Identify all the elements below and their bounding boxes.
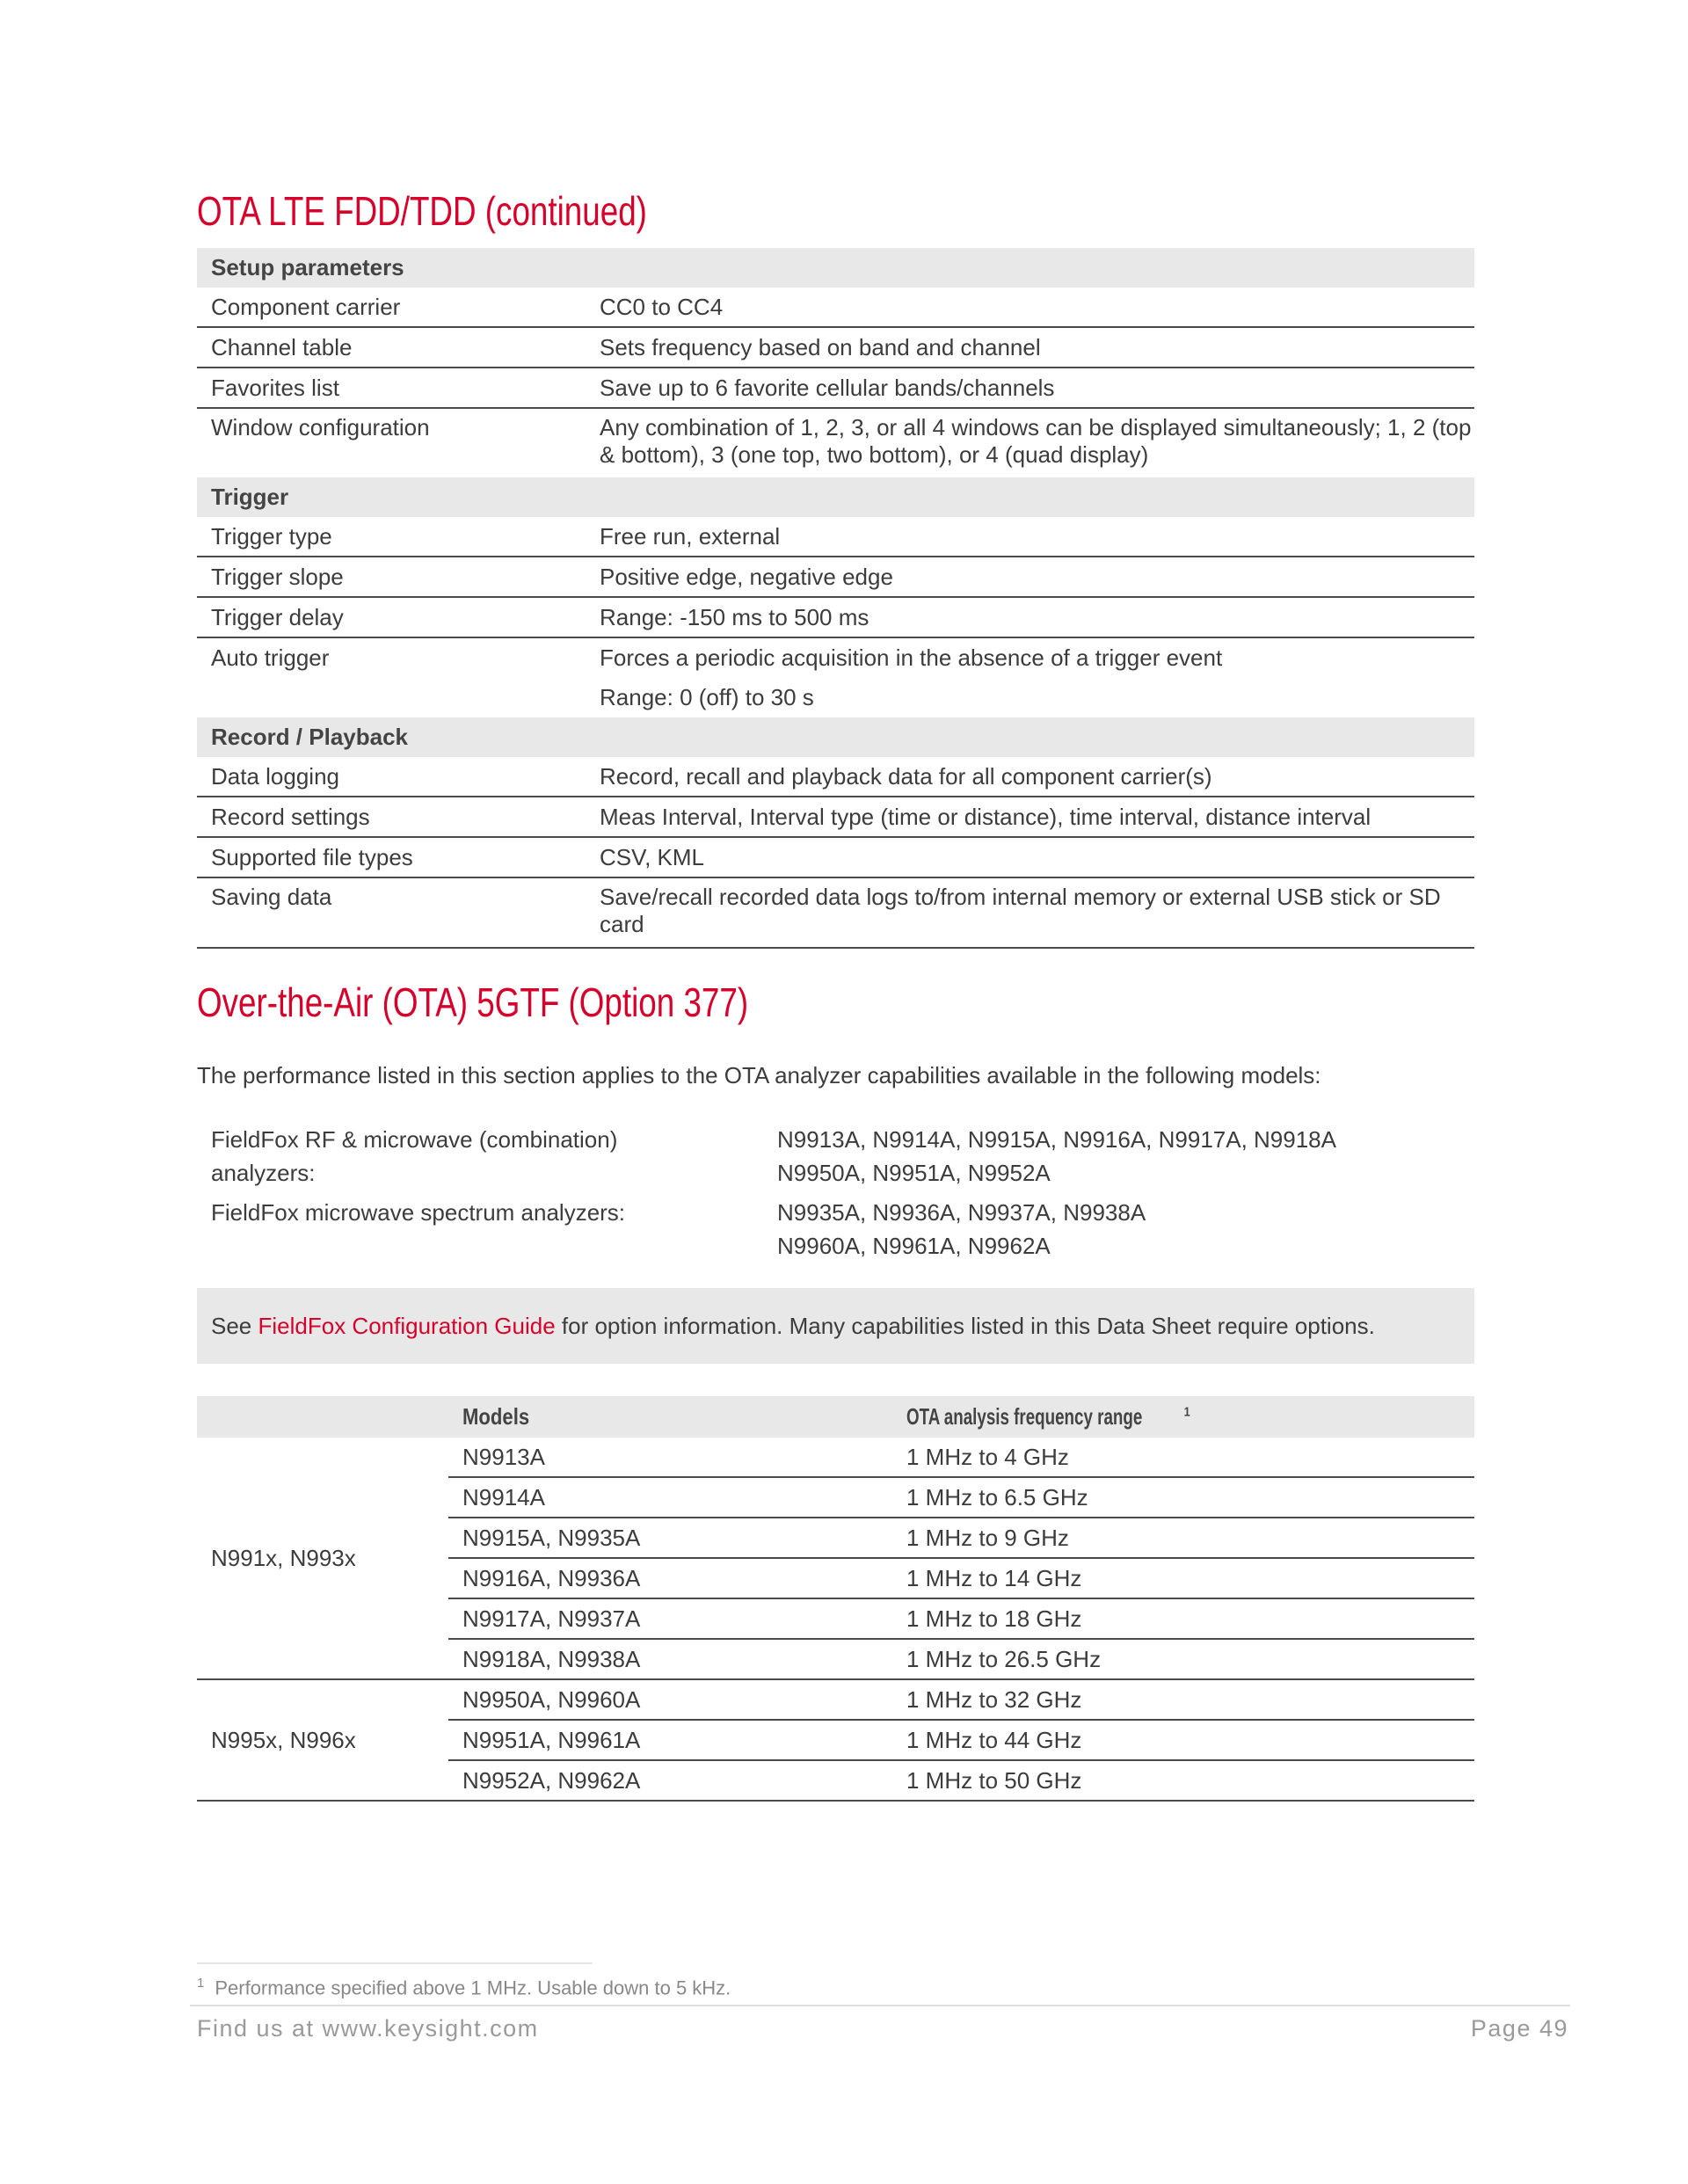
row-value: Save/recall recorded data logs to/from internal memory or external USB stick or SD card: [600, 884, 1441, 937]
configuration-guide-link[interactable]: FieldFox Configuration Guide: [258, 1313, 556, 1339]
model-family: N995x, N996x: [197, 1679, 448, 1801]
note-suffix: for option information. Many capabilities listed in this Data Sheet require options.: [555, 1313, 1375, 1339]
model-group-label: FieldFox RF & microwave (combination) analyzers:: [211, 1126, 618, 1186]
row-value: CSV, KML: [600, 844, 704, 870]
footnote-ref: 1: [1183, 1404, 1190, 1420]
table-row: [197, 409, 1474, 477]
table-row: [197, 368, 1474, 409]
table-row: [197, 1679, 1474, 1720]
row-label: Trigger slope: [211, 564, 344, 590]
table-row: [197, 797, 1474, 838]
range-cell: 1 MHz to 4 GHz: [892, 1438, 1474, 1477]
table-header-row: [197, 1396, 1474, 1438]
ota-frequency-table: [197, 1396, 1474, 1802]
models-cell: N9918A, N9938A: [448, 1639, 892, 1679]
row-value: Meas Interval, Interval type (time or distance), time interval, distance interval: [600, 804, 1372, 830]
models-cell: N9950A, N9960A: [448, 1679, 892, 1720]
row-label: Trigger delay: [211, 604, 344, 630]
row-label: Trigger type: [211, 523, 332, 550]
model-line: N9913A, N9914A, N9915A, N9916A, N9917A, N9918A: [777, 1126, 1336, 1153]
range-cell: 1 MHz to 32 GHz: [892, 1679, 1474, 1720]
table-row: [197, 1438, 1474, 1477]
row-value: Positive edge, negative edge: [600, 564, 893, 590]
range-cell: 1 MHz to 44 GHz: [892, 1720, 1474, 1760]
section-title: Over-the-Air (OTA) 5GTF (Option 377): [197, 979, 749, 1025]
range-cell: 1 MHz to 6.5 GHz: [892, 1477, 1474, 1518]
models-cell: N9951A, N9961A: [448, 1720, 892, 1760]
models-cell: N9915A, N9935A: [448, 1518, 892, 1558]
row-value: Free run, external: [600, 523, 781, 550]
row-label: Favorites list: [211, 375, 339, 401]
section-title: OTA LTE FDD/TDD (continued): [197, 188, 647, 234]
model-group-label: FieldFox microwave spectrum analyzers:: [211, 1199, 626, 1226]
header-models: Models: [448, 1396, 892, 1438]
table-row: [197, 517, 1474, 557]
range-cell: 1 MHz to 18 GHz: [892, 1598, 1474, 1639]
row-value: Sets frequency based on band and channel: [600, 334, 1041, 360]
row-value: Record, recall and playback data for all component carrier(s): [600, 763, 1212, 790]
footnote-divider: [197, 1962, 593, 1964]
models-cell: N9952A, N9962A: [448, 1760, 892, 1801]
row-label: Supported file types: [211, 844, 413, 870]
table-row: [197, 598, 1474, 638]
row-label: Record settings: [211, 804, 370, 830]
row-label: Component carrier: [211, 294, 401, 320]
table-row: [197, 638, 1474, 717]
table-row: [197, 838, 1474, 878]
footnote: [197, 1976, 731, 1999]
row-value: CC0 to CC4: [600, 294, 724, 320]
row-label: Data logging: [211, 763, 339, 790]
models-cell: N9914A: [448, 1477, 892, 1518]
table-row: [197, 328, 1474, 368]
range-cell: 1 MHz to 26.5 GHz: [892, 1639, 1474, 1679]
row-label: Channel table: [211, 334, 353, 360]
option-note: [197, 1288, 1474, 1364]
table-row: [197, 878, 1474, 949]
header-family: [197, 1396, 448, 1438]
row-label: Window configuration: [211, 414, 430, 440]
group-header: Trigger: [197, 477, 1474, 517]
row-value: Save up to 6 favorite cellular bands/channels: [600, 375, 1055, 401]
model-family: N991x, N993x: [197, 1438, 448, 1679]
model-list: [777, 1123, 1336, 1190]
row-label: Auto trigger: [211, 644, 330, 671]
models-cell: N9913A: [448, 1438, 892, 1477]
row-value: Range: -150 ms to 500 ms: [600, 604, 869, 630]
row-value: Forces a periodic acquisition in the absence of a trigger event: [600, 644, 1223, 671]
row-value-secondary: Range: 0 (off) to 30 s: [600, 684, 814, 710]
intro-paragraph: The performance listed in this section applies to the OTA analyzer capabilities available in the following models:: [197, 1062, 1321, 1088]
footer-website[interactable]: Find us at www.keysight.com: [197, 2015, 539, 2042]
header-frequency-range: OTA analysis frequency range $^1$: [892, 1396, 1474, 1438]
models-cell: N9916A, N9936A: [448, 1558, 892, 1598]
page-number: Page 49: [1470, 2015, 1568, 2042]
group-header: Setup parameters: [197, 248, 1474, 288]
range-cell: 1 MHz to 14 GHz: [892, 1558, 1474, 1598]
note-prefix: See: [211, 1313, 258, 1339]
row-value: Any combination of 1, 2, 3, or all 4 windows can be displayed simultaneously; 1, 2 (top & bottom), 3 (one top, two bottom), or 4 (quad display): [600, 414, 1472, 468]
range-cell: 1 MHz to 9 GHz: [892, 1518, 1474, 1558]
range-cell: 1 MHz to 50 GHz: [892, 1760, 1474, 1801]
model-line: N9950A, N9951A, N9952A: [777, 1160, 1051, 1186]
row-label: Saving data: [211, 884, 332, 910]
footer-divider: [190, 2005, 1570, 2006]
footnote-text: Performance specified above 1 MHz. Usable down to 5 kHz.: [215, 1977, 731, 1999]
model-line: N9960A, N9961A, N9962A: [777, 1233, 1051, 1259]
spec-table: [197, 248, 1474, 949]
table-row: [197, 288, 1474, 328]
model-line: N9935A, N9936A, N9937A, N9938A: [777, 1199, 1146, 1226]
footnote-mark: 1: [197, 1976, 205, 1991]
table-row: [197, 757, 1474, 797]
model-list: [777, 1196, 1146, 1263]
models-cell: N9917A, N9937A: [448, 1598, 892, 1639]
table-row: [197, 557, 1474, 598]
group-header: Record / Playback: [197, 717, 1474, 757]
